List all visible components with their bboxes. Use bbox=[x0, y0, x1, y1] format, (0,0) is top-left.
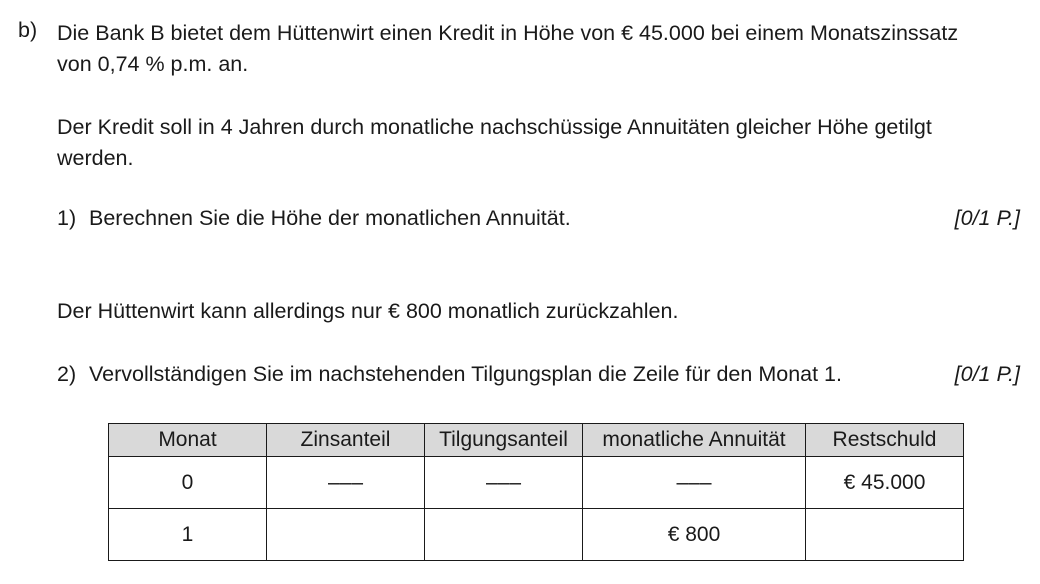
cell-interest: ––– bbox=[267, 457, 425, 509]
cell-month: 0 bbox=[109, 457, 267, 509]
cell-balance: € 45.000 bbox=[806, 457, 964, 509]
table-row bbox=[109, 509, 964, 561]
question-2-text: Vervollständigen Sie im nachstehenden Tilgungsplan die Zeile für den Monat 1. bbox=[89, 362, 842, 386]
question-1-text: Berechnen Sie die Höhe der monatlichen Annuität. bbox=[89, 206, 571, 230]
terms-line-2: werden. bbox=[57, 146, 134, 170]
cell-repayment[interactable] bbox=[425, 509, 583, 561]
intro-line-2: von 0,74 % p.m. an. bbox=[57, 52, 249, 76]
cell-annuity: ––– bbox=[583, 457, 806, 509]
terms-line-1: Der Kredit soll in 4 Jahren durch monatliche nachschüssige Annuitäten gleicher Höhe getilgt bbox=[57, 115, 932, 139]
task-label: b) bbox=[18, 18, 38, 42]
header-annuity: monatliche Annuität bbox=[583, 424, 806, 457]
table-header-row bbox=[109, 424, 964, 457]
header-interest: Zinsanteil bbox=[267, 424, 425, 457]
repayment-paragraph: Der Hüttenwirt kann allerdings nur € 800 monatlich zurückzahlen. bbox=[57, 299, 679, 323]
header-month: Monat bbox=[109, 424, 267, 457]
question-1-number: 1) bbox=[57, 206, 77, 230]
table-row bbox=[109, 457, 964, 509]
question-2-number: 2) bbox=[57, 362, 77, 386]
cell-balance[interactable] bbox=[806, 509, 964, 561]
cell-repayment: ––– bbox=[425, 457, 583, 509]
credit-terms-paragraph bbox=[57, 112, 932, 174]
cell-annuity: € 800 bbox=[583, 509, 806, 561]
question-1-points: [0/1 P.] bbox=[954, 206, 1020, 230]
header-balance: Restschuld bbox=[806, 424, 964, 457]
question-2-points: [0/1 P.] bbox=[954, 362, 1020, 386]
intro-line-1: Die Bank B bietet dem Hüttenwirt einen Kredit in Höhe von € 45.000 bei einem Monatszinssatz bbox=[57, 21, 959, 45]
task-intro-paragraph bbox=[57, 18, 958, 80]
cell-month: 1 bbox=[109, 509, 267, 561]
repayment-plan-table bbox=[108, 423, 964, 561]
cell-interest[interactable] bbox=[267, 509, 425, 561]
header-repayment: Tilgungsanteil bbox=[425, 424, 583, 457]
